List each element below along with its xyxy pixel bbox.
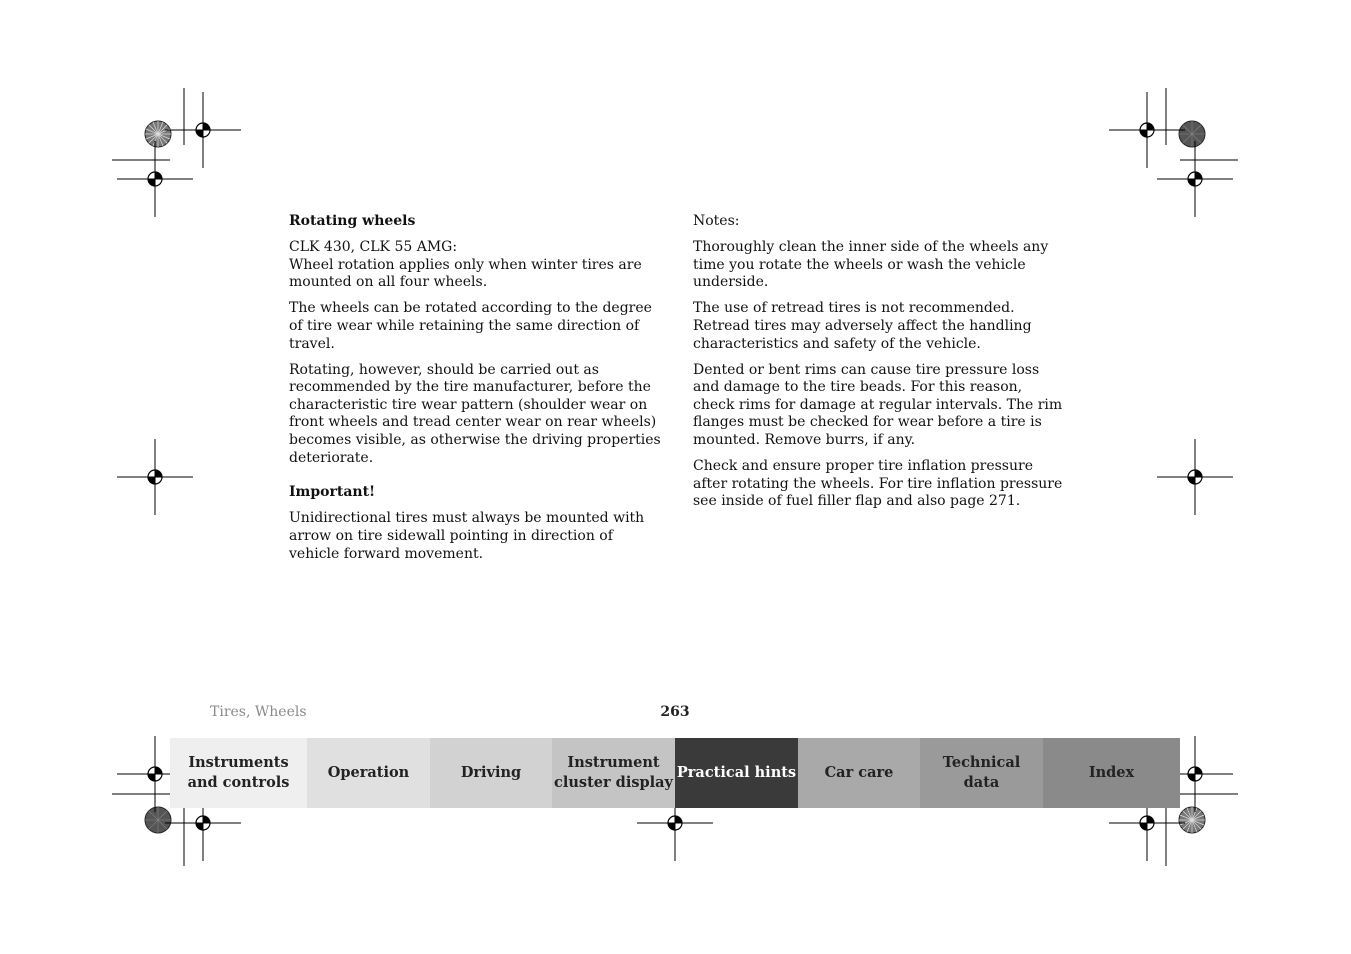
left-column (289, 213, 664, 572)
right-column (693, 213, 1068, 519)
tab-index[interactable]: Index (1043, 738, 1180, 808)
paragraph-rotation-timing: Rotating, however, should be carried out as recommended by the tire manufacturer, before the characteristic tire wear pattern (shoulder wear on front wheels and tread center wear on rear wheels) becomes visible, as otherwise the driving properties deteriorate. (289, 361, 661, 466)
tab-instruments-and-controls[interactable]: Instruments and controls (170, 738, 307, 808)
tab-instrument-cluster-display[interactable]: Instrument cluster display (552, 738, 675, 808)
paragraph-clk-models: CLK 430, CLK 55 AMG: Wheel rotation applies only when winter tires are mounted on all four wheels. (289, 239, 642, 291)
paragraph-clean-wheels: Thoroughly clean the inner side of the wheels any time you rotate the wheels or wash the vehicle underside. (693, 239, 1049, 291)
notes-label: Notes: (693, 213, 740, 229)
tab-practical-hints[interactable]: Practical hints (675, 738, 798, 808)
tab-technical-data[interactable]: Technical data (920, 738, 1043, 808)
heading-rotating-wheels: Rotating wheels (289, 213, 416, 229)
paragraph-retread-tires: The use of retread tires is not recommended. Retread tires may adversely affect the handling characteristics and safety of the vehicle. (693, 300, 1032, 352)
tab-car-care[interactable]: Car care (798, 738, 920, 808)
heading-important: Important! (289, 484, 376, 501)
chapter-nav-bar (170, 738, 1180, 808)
paragraph-dented-rims: Dented or bent rims can cause tire pressure loss and damage to the tire beads. For this reason, check rims for damage at regular intervals. The rim flanges must be checked for wear before a tire is mounted. Remove burrs, if any. (693, 361, 1063, 449)
paragraph-rotation-direction: The wheels can be rotated according to the degree of tire wear while retaining the same direction of travel. (289, 300, 652, 352)
paragraph-unidirectional-tires: Unidirectional tires must always be mounted with arrow on tire sidewall pointing in direction of vehicle forward movement. (289, 510, 645, 562)
section-title: Tires, Wheels (210, 704, 307, 720)
paragraph-inflation-pressure: Check and ensure proper tire inflation pressure after rotating the wheels. For tire inflation pressure see inside of fuel filler flap and also page 271. (693, 458, 1063, 510)
tab-driving[interactable]: Driving (430, 738, 552, 808)
page-number: 263 (660, 704, 690, 720)
tab-operation[interactable]: Operation (307, 738, 430, 808)
